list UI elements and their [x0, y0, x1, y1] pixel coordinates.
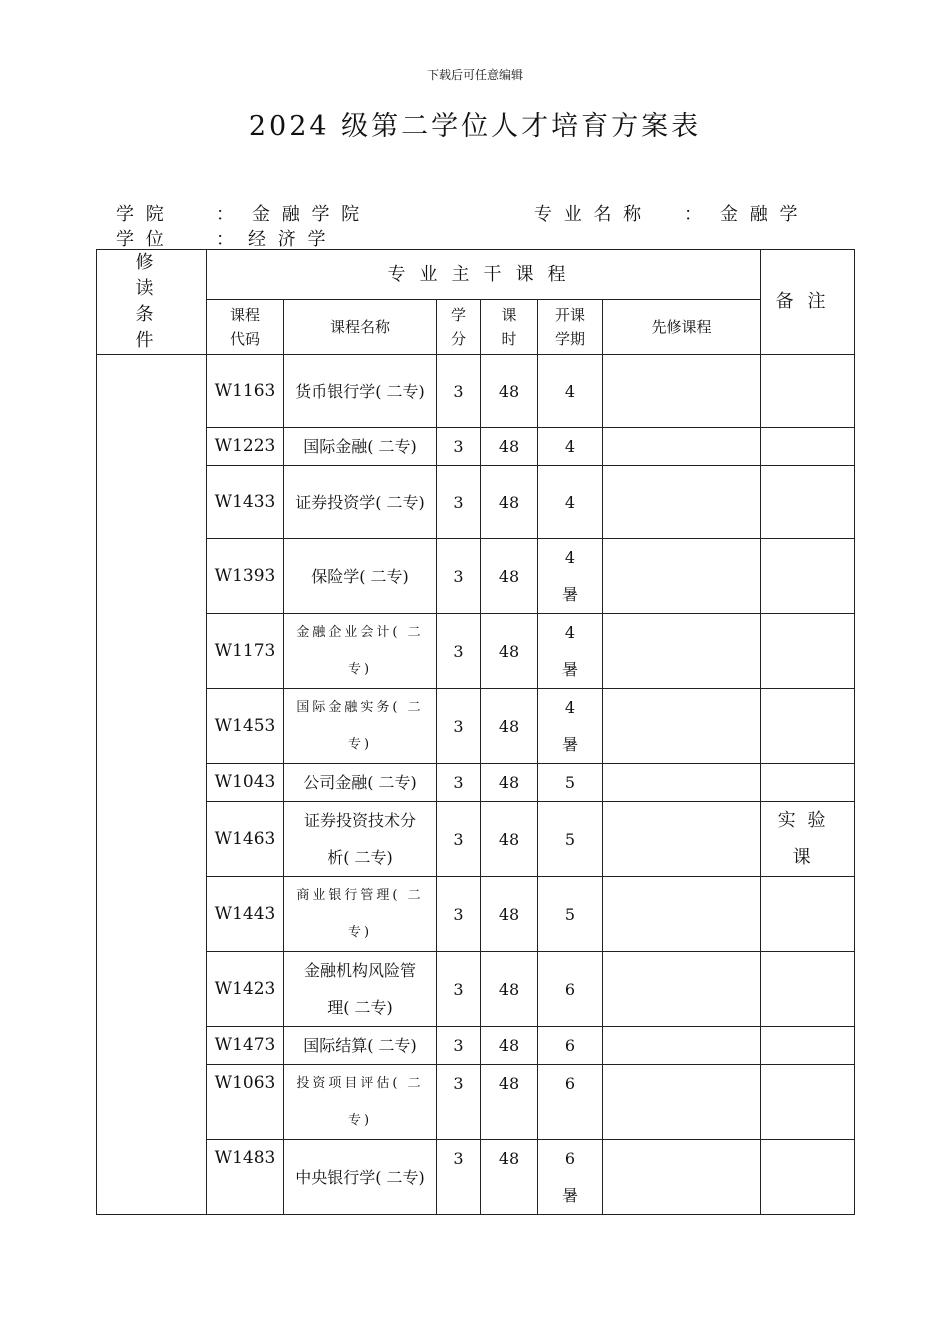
course-prereq [603, 877, 761, 952]
course-credit: 3 [437, 1027, 481, 1065]
course-note [761, 614, 855, 689]
course-hours: 48 [481, 689, 538, 764]
course-prereq [603, 466, 761, 539]
course-name: 金融机构风险管理( 二专) [284, 952, 437, 1027]
table-row [97, 428, 855, 466]
table-row [97, 764, 855, 802]
table-row [97, 952, 855, 1027]
course-note [761, 466, 855, 539]
course-note [761, 355, 855, 428]
header-hours: 课时 [481, 300, 538, 355]
course-name: 证券投资学( 二专) [284, 466, 437, 539]
course-credit: 3 [437, 764, 481, 802]
course-name: 国际结算( 二专) [284, 1027, 437, 1065]
course-code: W1473 [207, 1027, 284, 1065]
table-row [97, 689, 855, 764]
header-name: 课程名称 [284, 300, 437, 355]
course-prereq [603, 952, 761, 1027]
course-term: 6 [538, 952, 603, 1027]
course-credit: 3 [437, 614, 481, 689]
course-prereq [603, 355, 761, 428]
course-code: W1423 [207, 952, 284, 1027]
course-name: 国际金融( 二专) [284, 428, 437, 466]
page-title: 2024 级第二学位人才培育方案表 [248, 111, 702, 142]
course-note: 实验课 [761, 802, 855, 877]
table-row [97, 1065, 855, 1140]
course-hours: 48 [481, 355, 538, 428]
header-condition: 修读条件 [97, 250, 207, 355]
course-credit: 3 [437, 952, 481, 1027]
course-term: 5 [538, 877, 603, 952]
course-term: 4 [538, 355, 603, 428]
course-code: W1063 [207, 1065, 284, 1140]
course-prereq [603, 428, 761, 466]
course-hours: 48 [481, 539, 538, 614]
course-term: 5 [538, 802, 603, 877]
table-row [97, 614, 855, 689]
major-colon: ： [684, 204, 705, 225]
course-prereq [603, 689, 761, 764]
course-hours: 48 [481, 1027, 538, 1065]
course-hours: 48 [481, 614, 538, 689]
course-hours: 48 [481, 764, 538, 802]
course-name: 货币银行学( 二专) [284, 355, 437, 428]
condition-cell [97, 355, 207, 1215]
college-value: 金 融 学 院 [252, 204, 363, 225]
course-note [761, 1065, 855, 1140]
degree-label: 学 位 [116, 229, 167, 250]
course-credit: 3 [437, 355, 481, 428]
course-hours: 48 [481, 952, 538, 1027]
course-prereq [603, 614, 761, 689]
course-note [761, 689, 855, 764]
college-colon: ： [216, 204, 237, 225]
course-code: W1393 [207, 539, 284, 614]
course-name: 保险学( 二专) [284, 539, 437, 614]
course-code: W1043 [207, 764, 284, 802]
course-hours: 48 [481, 428, 538, 466]
table-row [97, 1140, 855, 1215]
course-prereq [603, 802, 761, 877]
header-core-courses: 专业主干课程 [207, 250, 761, 300]
course-code: W1443 [207, 877, 284, 952]
course-credit: 3 [437, 428, 481, 466]
course-term: 4 暑 [538, 689, 603, 764]
course-code: W1223 [207, 428, 284, 466]
info-line-degree [116, 225, 328, 251]
college-label: 学 院 [116, 204, 167, 225]
course-prereq [603, 764, 761, 802]
degree-value: 经 济 学 [248, 229, 329, 250]
course-prereq [603, 1065, 761, 1140]
course-code: W1163 [207, 355, 284, 428]
header-credit: 学分 [437, 300, 481, 355]
course-code: W1433 [207, 466, 284, 539]
header-remark: 备注 [761, 250, 855, 355]
course-note [761, 539, 855, 614]
course-note [761, 952, 855, 1027]
course-credit: 3 [437, 877, 481, 952]
course-term: 6 [538, 1065, 603, 1140]
course-name: 中央银行学( 二专) [284, 1140, 437, 1215]
table-row [97, 1027, 855, 1065]
course-note [761, 1027, 855, 1065]
course-note [761, 1140, 855, 1215]
course-note [761, 764, 855, 802]
course-credit: 3 [437, 1140, 481, 1215]
course-prereq [603, 539, 761, 614]
header-term: 开课学期 [538, 300, 603, 355]
course-name: 金融企业会计( 二专) [284, 614, 437, 689]
course-term: 6 [538, 1027, 603, 1065]
course-credit: 3 [437, 802, 481, 877]
course-name: 商业银行管理( 二专) [284, 877, 437, 952]
course-note [761, 428, 855, 466]
course-term: 4 暑 [538, 539, 603, 614]
course-term: 4 暑 [538, 614, 603, 689]
course-note [761, 877, 855, 952]
course-code: W1173 [207, 614, 284, 689]
major-value: 金 融 学 [720, 204, 801, 225]
table-row [97, 802, 855, 877]
course-term: 4 [538, 428, 603, 466]
degree-colon: ： [216, 229, 237, 250]
course-credit: 3 [437, 539, 481, 614]
course-hours: 48 [481, 466, 538, 539]
table-row [97, 466, 855, 539]
course-hours: 48 [481, 802, 538, 877]
info-line-college-major [116, 200, 800, 226]
table-row [97, 355, 855, 428]
course-prereq [603, 1027, 761, 1065]
course-credit: 3 [437, 466, 481, 539]
course-term: 4 [538, 466, 603, 539]
course-code: W1453 [207, 689, 284, 764]
course-credit: 3 [437, 1065, 481, 1140]
header-note: 下载后可任意编辑 [426, 68, 523, 82]
course-term: 5 [538, 764, 603, 802]
header-prereq: 先修课程 [603, 300, 761, 355]
course-prereq [603, 1140, 761, 1215]
course-term: 6 暑 [538, 1140, 603, 1215]
header-code: 课程代码 [207, 300, 284, 355]
table-row [97, 539, 855, 614]
course-hours: 48 [481, 1065, 538, 1140]
course-hours: 48 [481, 1140, 538, 1215]
table-row [97, 877, 855, 952]
course-name: 证券投资技术分析( 二专) [284, 802, 437, 877]
course-hours: 48 [481, 877, 538, 952]
major-label: 专 业 名 称 [534, 204, 645, 225]
course-code: W1483 [207, 1140, 284, 1215]
course-code: W1463 [207, 802, 284, 877]
course-name: 国际金融实务( 二专) [284, 689, 437, 764]
course-credit: 3 [437, 689, 481, 764]
course-name: 公司金融( 二专) [284, 764, 437, 802]
course-name: 投资项目评估( 二专) [284, 1065, 437, 1140]
curriculum-table [96, 249, 855, 1215]
